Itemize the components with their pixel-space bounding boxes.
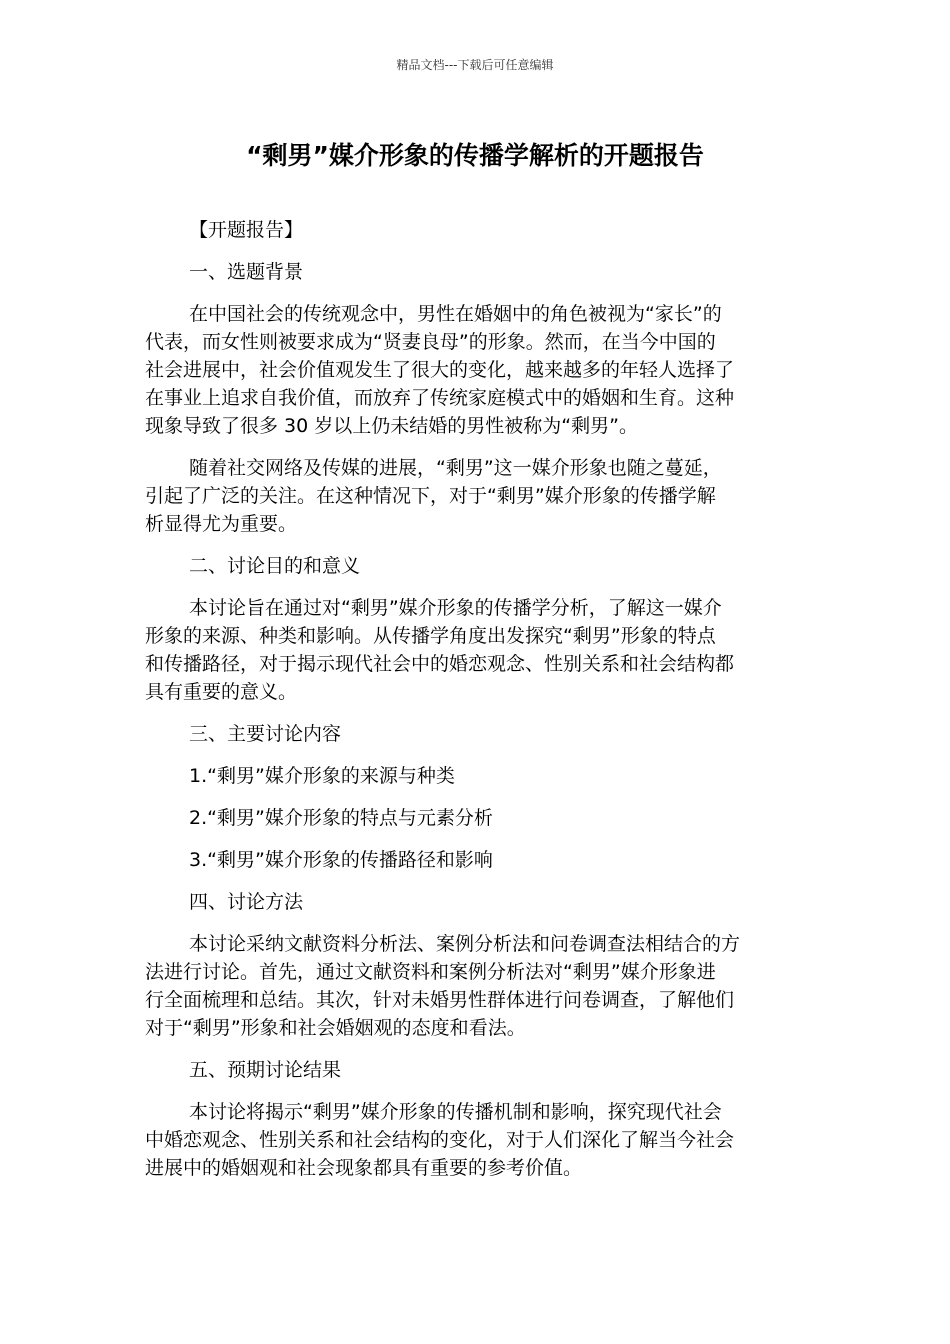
- paragraph-line: 法进行讨论。首先，通过文献资料和案例分析法对“剩男”媒介形象进: [145, 961, 716, 983]
- paragraph-line: 行全面梳理和总结。其次，针对未婚男性群体进行问卷调查，了解他们: [145, 989, 735, 1011]
- paragraph-line: 在事业上追求自我价值，而放弃了传统家庭模式中的婚姻和生育。这种: [145, 387, 735, 409]
- document-title: “剩男”媒介形象的传播学解析的开题报告: [246, 141, 704, 170]
- paragraph-line: 析显得尤为重要。: [145, 513, 298, 535]
- list-item: 1.“剩男”媒介形象的来源与种类: [189, 765, 455, 787]
- paragraph-line: 引起了广泛的关注。在这种情况下，对于“剩男”媒介形象的传播学解: [145, 485, 716, 507]
- paragraph-line: 和传播路径，对于揭示现代社会中的婚恋观念、性别关系和社会结构都: [145, 653, 735, 675]
- document-body: [145, 216, 795, 1182]
- section-tag: 【开题报告】: [189, 219, 304, 241]
- list-item: 2.“剩男”媒介形象的特点与元素分析: [189, 807, 493, 829]
- paragraph-line: 具有重要的意义。: [145, 681, 298, 703]
- paragraph-line: 随着社交网络及传媒的进展，“剩男”这一媒介形象也随之蔓延，: [189, 457, 722, 479]
- paragraph-background-2: [145, 454, 795, 538]
- section-heading-expected: 五、预期讨论结果: [189, 1059, 342, 1081]
- paragraph-line: 中婚恋观念、性别关系和社会结构的变化，对于人们深化了解当今社会: [145, 1129, 735, 1151]
- paragraph-line: 本讨论旨在通过对“剩男”媒介形象的传播学分析，了解这一媒介: [189, 597, 722, 619]
- paragraph-line: 社会进展中，社会价值观发生了很大的变化，越来越多的年轻人选择了: [145, 359, 735, 381]
- paragraph-line: 代表，而女性则被要求成为“贤妻良母”的形象。然而，在当今中国的: [145, 331, 716, 353]
- paragraph-line: 对于“剩男”形象和社会婚姻观的态度和看法。: [145, 1017, 526, 1039]
- paragraph-line: 形象的来源、种类和影响。从传播学角度出发探究“剩男”形象的特点: [145, 625, 716, 647]
- paragraph-purpose: [145, 594, 795, 706]
- section-heading-background: 一、选题背景: [189, 261, 304, 283]
- paragraph-line: 本讨论将揭示“剩男”媒介形象的传播机制和影响，探究现代社会: [189, 1101, 722, 1123]
- paragraph-line: 本讨论采纳文献资料分析法、案例分析法和问卷调查法相结合的方: [189, 933, 741, 955]
- section-heading-content: 三、主要讨论内容: [189, 723, 342, 745]
- paragraph-background-1: [145, 300, 795, 440]
- header-note: 精品文档---下载后可任意编辑: [396, 58, 554, 72]
- section-heading-purpose: 二、讨论目的和意义: [189, 555, 361, 577]
- paragraph-line: 在中国社会的传统观念中，男性在婚姻中的角色被视为“家长”的: [189, 303, 722, 325]
- paragraph-method: [145, 930, 795, 1042]
- paragraph-line: 现象导致了很多 30 岁以上仍未结婚的男性被称为“剩男”。: [145, 415, 638, 437]
- paragraph-expected: [145, 1098, 795, 1182]
- section-heading-method: 四、讨论方法: [189, 891, 304, 913]
- list-item: 3.“剩男”媒介形象的传播路径和影响: [189, 849, 493, 871]
- paragraph-line: 进展中的婚姻观和社会现象都具有重要的参考价值。: [145, 1157, 583, 1179]
